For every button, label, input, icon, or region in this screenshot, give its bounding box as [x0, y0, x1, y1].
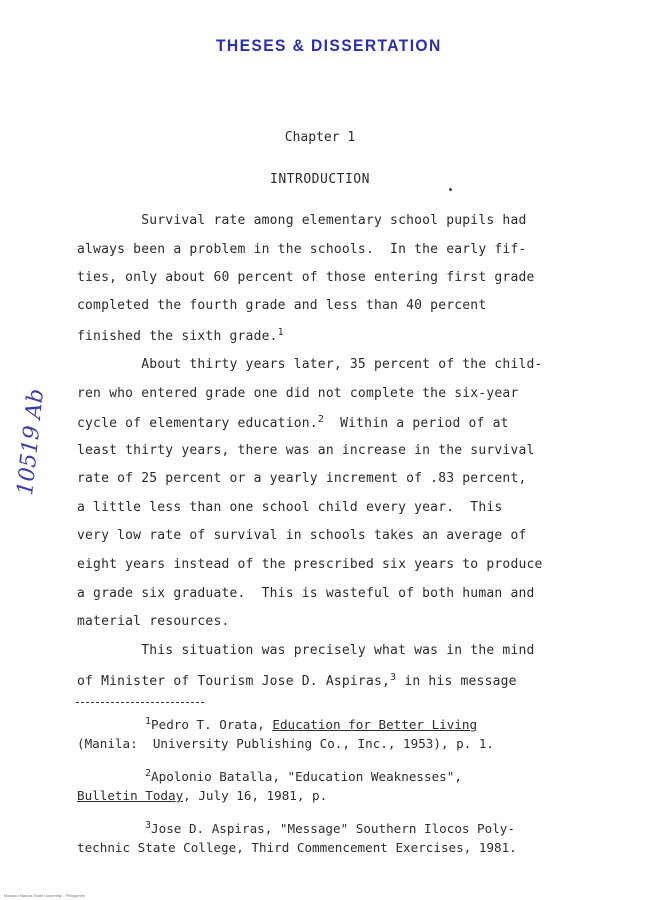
handwritten-margin-note — [6, 360, 50, 500]
body-line-9: least thirty years, there was an increase in the survival — [77, 443, 535, 458]
body-text: cycle of elementary education. — [77, 416, 318, 431]
body-line-13: eight years instead of the prescribed six years to produce — [77, 557, 543, 572]
footnote-ref-1: 1 — [277, 327, 284, 338]
body-line-7: ren who entered grade one did not complete the six-year — [77, 386, 519, 401]
footnote-2-line-2 — [77, 788, 327, 803]
body-line-11: a little less than one school child every year. This — [77, 500, 503, 515]
body-text: in his message — [396, 674, 517, 689]
body-line-15: material resources. — [77, 614, 230, 629]
body-line-3: ties, only about 60 percent of those entering first grade — [77, 270, 535, 285]
footnote-title: Education for Better Living — [272, 717, 478, 732]
footnote-number: 1 — [145, 716, 152, 727]
footnote-text: , July 16, 1981, p. — [183, 788, 328, 803]
footnote-text: Apolonio Batalla, "Education Weaknesses", — [151, 769, 462, 784]
body-line-8 — [77, 414, 509, 431]
section-heading: INTRODUCTION — [270, 172, 370, 187]
chapter-label: Chapter 1 — [284, 130, 356, 145]
body-text: of Minister of Tourism Jose D. Aspiras, — [77, 674, 391, 689]
body-line-17 — [77, 672, 517, 689]
footnote-source: Bulletin Today — [77, 788, 184, 803]
body-line-2: always been a problem in the schools. In the early fif- — [77, 242, 527, 257]
footnote-text: Jose D. Aspiras, "Message" Southern Ilocos Poly- — [151, 821, 515, 836]
footnote-3-line-2: technic State College, Third Commencement Exercises, 1981. — [77, 840, 517, 855]
footnote-divider — [76, 702, 204, 703]
footnote-2-line-1 — [145, 768, 462, 784]
theses-dissertation-stamp: THESES & DISSERTATION — [216, 36, 442, 55]
footnote-number: 2 — [145, 768, 152, 779]
footnote-ref-2: 2 — [317, 414, 325, 425]
footer-caption: Mariano Marcos State University - Philippines — [4, 893, 85, 898]
body-line-4: completed the fourth grade and less than 40 percent — [77, 298, 487, 313]
footnote-1-line-2: (Manila: University Publishing Co., Inc., 1953), p. 1. — [77, 736, 495, 751]
body-line-6: About thirty years later, 35 percent of the child- — [77, 357, 543, 372]
body-line-1: Survival rate among elementary school pupils had — [77, 213, 527, 228]
body-line-10: rate of 25 percent or a yearly increment of .83 percent, — [77, 471, 527, 486]
body-text: Within a period of at — [324, 416, 509, 431]
body-line-12: very low rate of survival in schools takes an average of — [77, 528, 527, 543]
body-line-16: This situation was precisely what was in the mind — [77, 643, 535, 658]
body-line-5 — [77, 327, 284, 344]
footnote-ref-3: 3 — [390, 672, 397, 683]
body-line-14: a grade six graduate. This is wasteful of both human and — [77, 586, 535, 601]
footnote-author: Pedro T. Orata, — [151, 717, 273, 732]
footnote-1-line-1 — [145, 716, 477, 732]
footnote-3-line-1 — [145, 820, 515, 836]
footnote-number: 3 — [145, 820, 152, 831]
ink-dot — [449, 188, 452, 191]
body-text: finished the sixth grade. — [77, 329, 278, 344]
margin-note-text: 10519 Ab — [13, 387, 50, 497]
